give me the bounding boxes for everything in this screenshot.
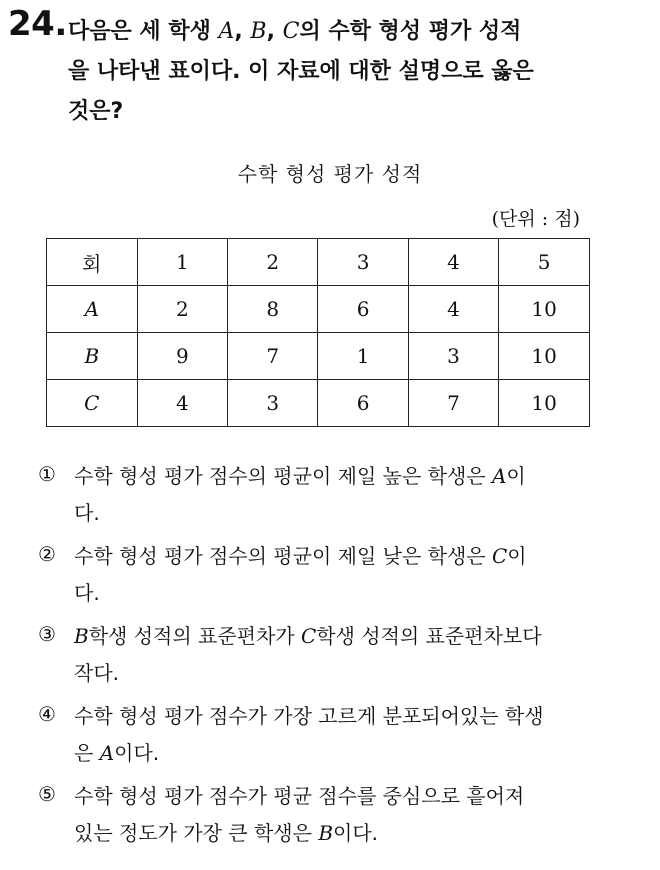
- text-segment: 의 수학 형성 평가 성적: [299, 19, 522, 44]
- score-cell: 10: [499, 333, 590, 380]
- table-header-row: [47, 239, 590, 286]
- text-segment: 학생 성적의 표준편차가: [88, 624, 301, 648]
- stem-line: [68, 12, 648, 52]
- student-label: A: [47, 286, 138, 333]
- student-label: B: [47, 333, 138, 380]
- choice-4[interactable]: [38, 698, 638, 772]
- choice-text-line: [74, 618, 638, 655]
- variable-label: A: [218, 19, 235, 44]
- text-segment: 수학 형성 평가 점수의 평균이 제일 낮은 학생은: [74, 544, 492, 568]
- text-segment: ,: [234, 19, 251, 44]
- text-segment: 수학 형성 평가 점수의 평균이 제일 높은 학생은: [74, 464, 492, 488]
- text-segment: 것은?: [68, 99, 124, 124]
- variable-label: C: [491, 544, 508, 568]
- score-cell: 4: [137, 380, 227, 427]
- score-cell: 6: [318, 286, 408, 333]
- answer-choices: [38, 458, 638, 858]
- score-cell: 8: [228, 286, 318, 333]
- choice-text-line: [74, 458, 638, 495]
- score-cell: 10: [499, 380, 590, 427]
- text-segment: 은: [74, 741, 100, 765]
- score-cell: 9: [137, 333, 227, 380]
- header-round-number: 1: [137, 239, 227, 286]
- score-cell: 10: [499, 286, 590, 333]
- choice-mark: ①: [38, 462, 56, 486]
- choice-mark: ②: [38, 542, 56, 566]
- score-cell: 3: [408, 333, 498, 380]
- score-cell: 3: [228, 380, 318, 427]
- variable-label: B: [250, 19, 267, 44]
- text-segment: 다음은 세 학생: [68, 19, 219, 44]
- choice-mark: ⑤: [38, 782, 56, 806]
- text-segment: 이: [506, 464, 526, 488]
- choice-3[interactable]: [38, 618, 638, 692]
- variable-label: C: [282, 19, 300, 44]
- variable-label: B: [318, 821, 334, 845]
- choice-2[interactable]: [38, 538, 638, 612]
- header-round-number: 5: [499, 239, 590, 286]
- choice-1[interactable]: [38, 458, 638, 532]
- table-row: [47, 333, 590, 380]
- score-cell: 7: [408, 380, 498, 427]
- text-segment: 이다.: [333, 821, 379, 845]
- text-segment: 을 나타낸 표이다. 이 자료에 대한 설명으로 옳은: [68, 59, 534, 84]
- stem-line: [68, 52, 648, 92]
- choice-text-line: [74, 778, 638, 815]
- choice-5[interactable]: [38, 778, 638, 852]
- question-number: 24.: [8, 4, 67, 44]
- choice-text-line: [74, 815, 638, 852]
- text-segment: 수학 형성 평가 점수가 평균 점수를 중심으로 흩어져: [74, 784, 525, 808]
- text-segment: 있는 정도가 가장 큰 학생은: [74, 821, 319, 845]
- score-table: [46, 238, 590, 427]
- variable-label: C: [300, 624, 317, 648]
- header-round-label: 회: [47, 239, 138, 286]
- score-cell: 7: [228, 333, 318, 380]
- variable-label: A: [491, 464, 507, 488]
- table-unit: (단위 : 점): [491, 208, 580, 230]
- header-round-number: 2: [228, 239, 318, 286]
- header-round-number: 4: [408, 239, 498, 286]
- choice-text-line: [74, 735, 638, 772]
- score-cell: 4: [408, 286, 498, 333]
- header-round-number: 3: [318, 239, 408, 286]
- score-cell: 6: [318, 380, 408, 427]
- text-segment: 다.: [74, 581, 100, 605]
- score-cell: 1: [318, 333, 408, 380]
- text-segment: 학생 성적의 표준편차보다: [316, 624, 542, 648]
- choice-mark: ④: [38, 702, 56, 726]
- variable-label: A: [99, 741, 115, 765]
- text-segment: 작다.: [74, 661, 119, 685]
- table-row: [47, 380, 590, 427]
- question-stem: [68, 12, 648, 132]
- choice-text-line: [74, 495, 638, 532]
- score-cell: 2: [137, 286, 227, 333]
- table-title: 수학 형성 평가 성적: [237, 162, 423, 186]
- choice-text-line: [74, 698, 638, 735]
- variable-label: B: [74, 624, 89, 648]
- choice-text-line: [74, 575, 638, 612]
- text-segment: 이: [507, 544, 527, 568]
- text-segment: ,: [266, 19, 283, 44]
- choice-text-line: [74, 655, 638, 692]
- choice-text-line: [74, 538, 638, 575]
- text-segment: 다.: [74, 501, 100, 525]
- choice-mark: ③: [38, 622, 56, 646]
- text-segment: 수학 형성 평가 점수가 가장 고르게 분포되어있는 학생: [74, 704, 544, 728]
- table-row: [47, 286, 590, 333]
- student-label: C: [47, 380, 138, 427]
- stem-line: [68, 92, 648, 132]
- text-segment: 이다.: [114, 741, 160, 765]
